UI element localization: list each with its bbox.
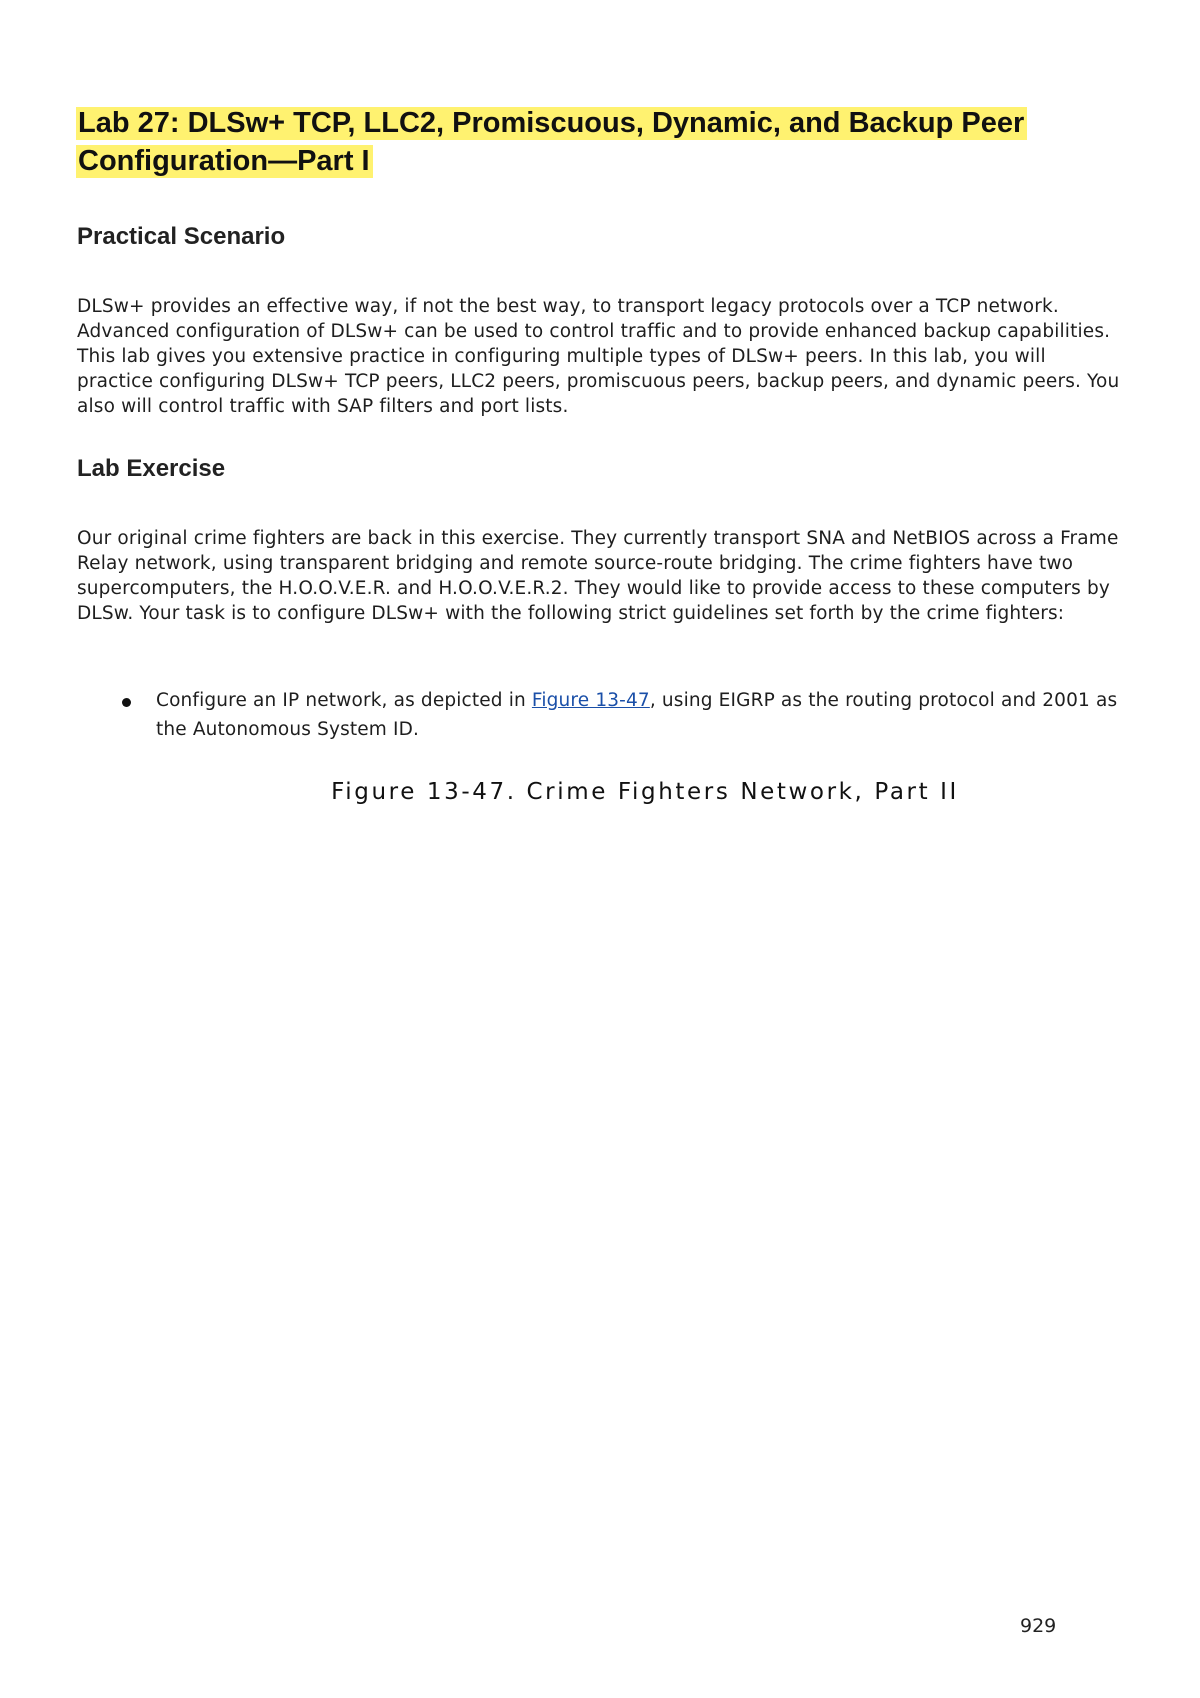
title-highlight: Lab 27: DLSw+ TCP, LLC2, Promiscuous, Dynamic, and Backup Peer Configuration—Part I [76,107,1027,178]
bullet-text-after: , using EIGRP as the routing protocol and 2001 as the Autonomous System ID. [156,690,1118,740]
paragraph-lab-exercise: Our original crime fighters are back in this exercise. They currently transport SNA and NetBIOS across a Frame Relay network, using transparent bridging and remote source-route bridging. The crime fighters have two supercomputers, the H.O.O.V.E.R. and H.O.O.V.E.R.2. They would like to provide access to these computers by DLSw. Your task is to configure DLSw+ with the following strict guidelines set forth by the crime fighters: [77,528,1119,624]
bullet-text-before: Configure an IP network, as depicted in [156,690,532,711]
section-heading-practical-scenario: Practical Scenario [77,223,286,250]
section-heading-lab-exercise: Lab Exercise [77,455,226,482]
page-title [76,104,1136,180]
figure-caption: Figure 13-47. Crime Fighters Network, Part II [331,779,959,805]
bullet-icon [122,698,131,707]
figure-link[interactable]: Figure 13-47 [531,690,650,711]
guidelines-list [118,686,1118,744]
paragraph-practical-scenario: DLSw+ provides an effective way, if not the best way, to transport legacy protocols over a TCP network. Advanced configuration of DLSw+ can be used to control traffic and to provide enhanced backup capabilities. This lab gives you extensive practice in configuring multiple types of DLSw+ peers. In this lab, you will practice configuring DLSw+ TCP peers, LLC2 peers, promiscuous peers, backup peers, and dynamic peers. You also will control traffic with SAP filters and port lists. [77,296,1120,417]
page-number: 929 [1020,1615,1057,1637]
list-item [118,686,1118,744]
